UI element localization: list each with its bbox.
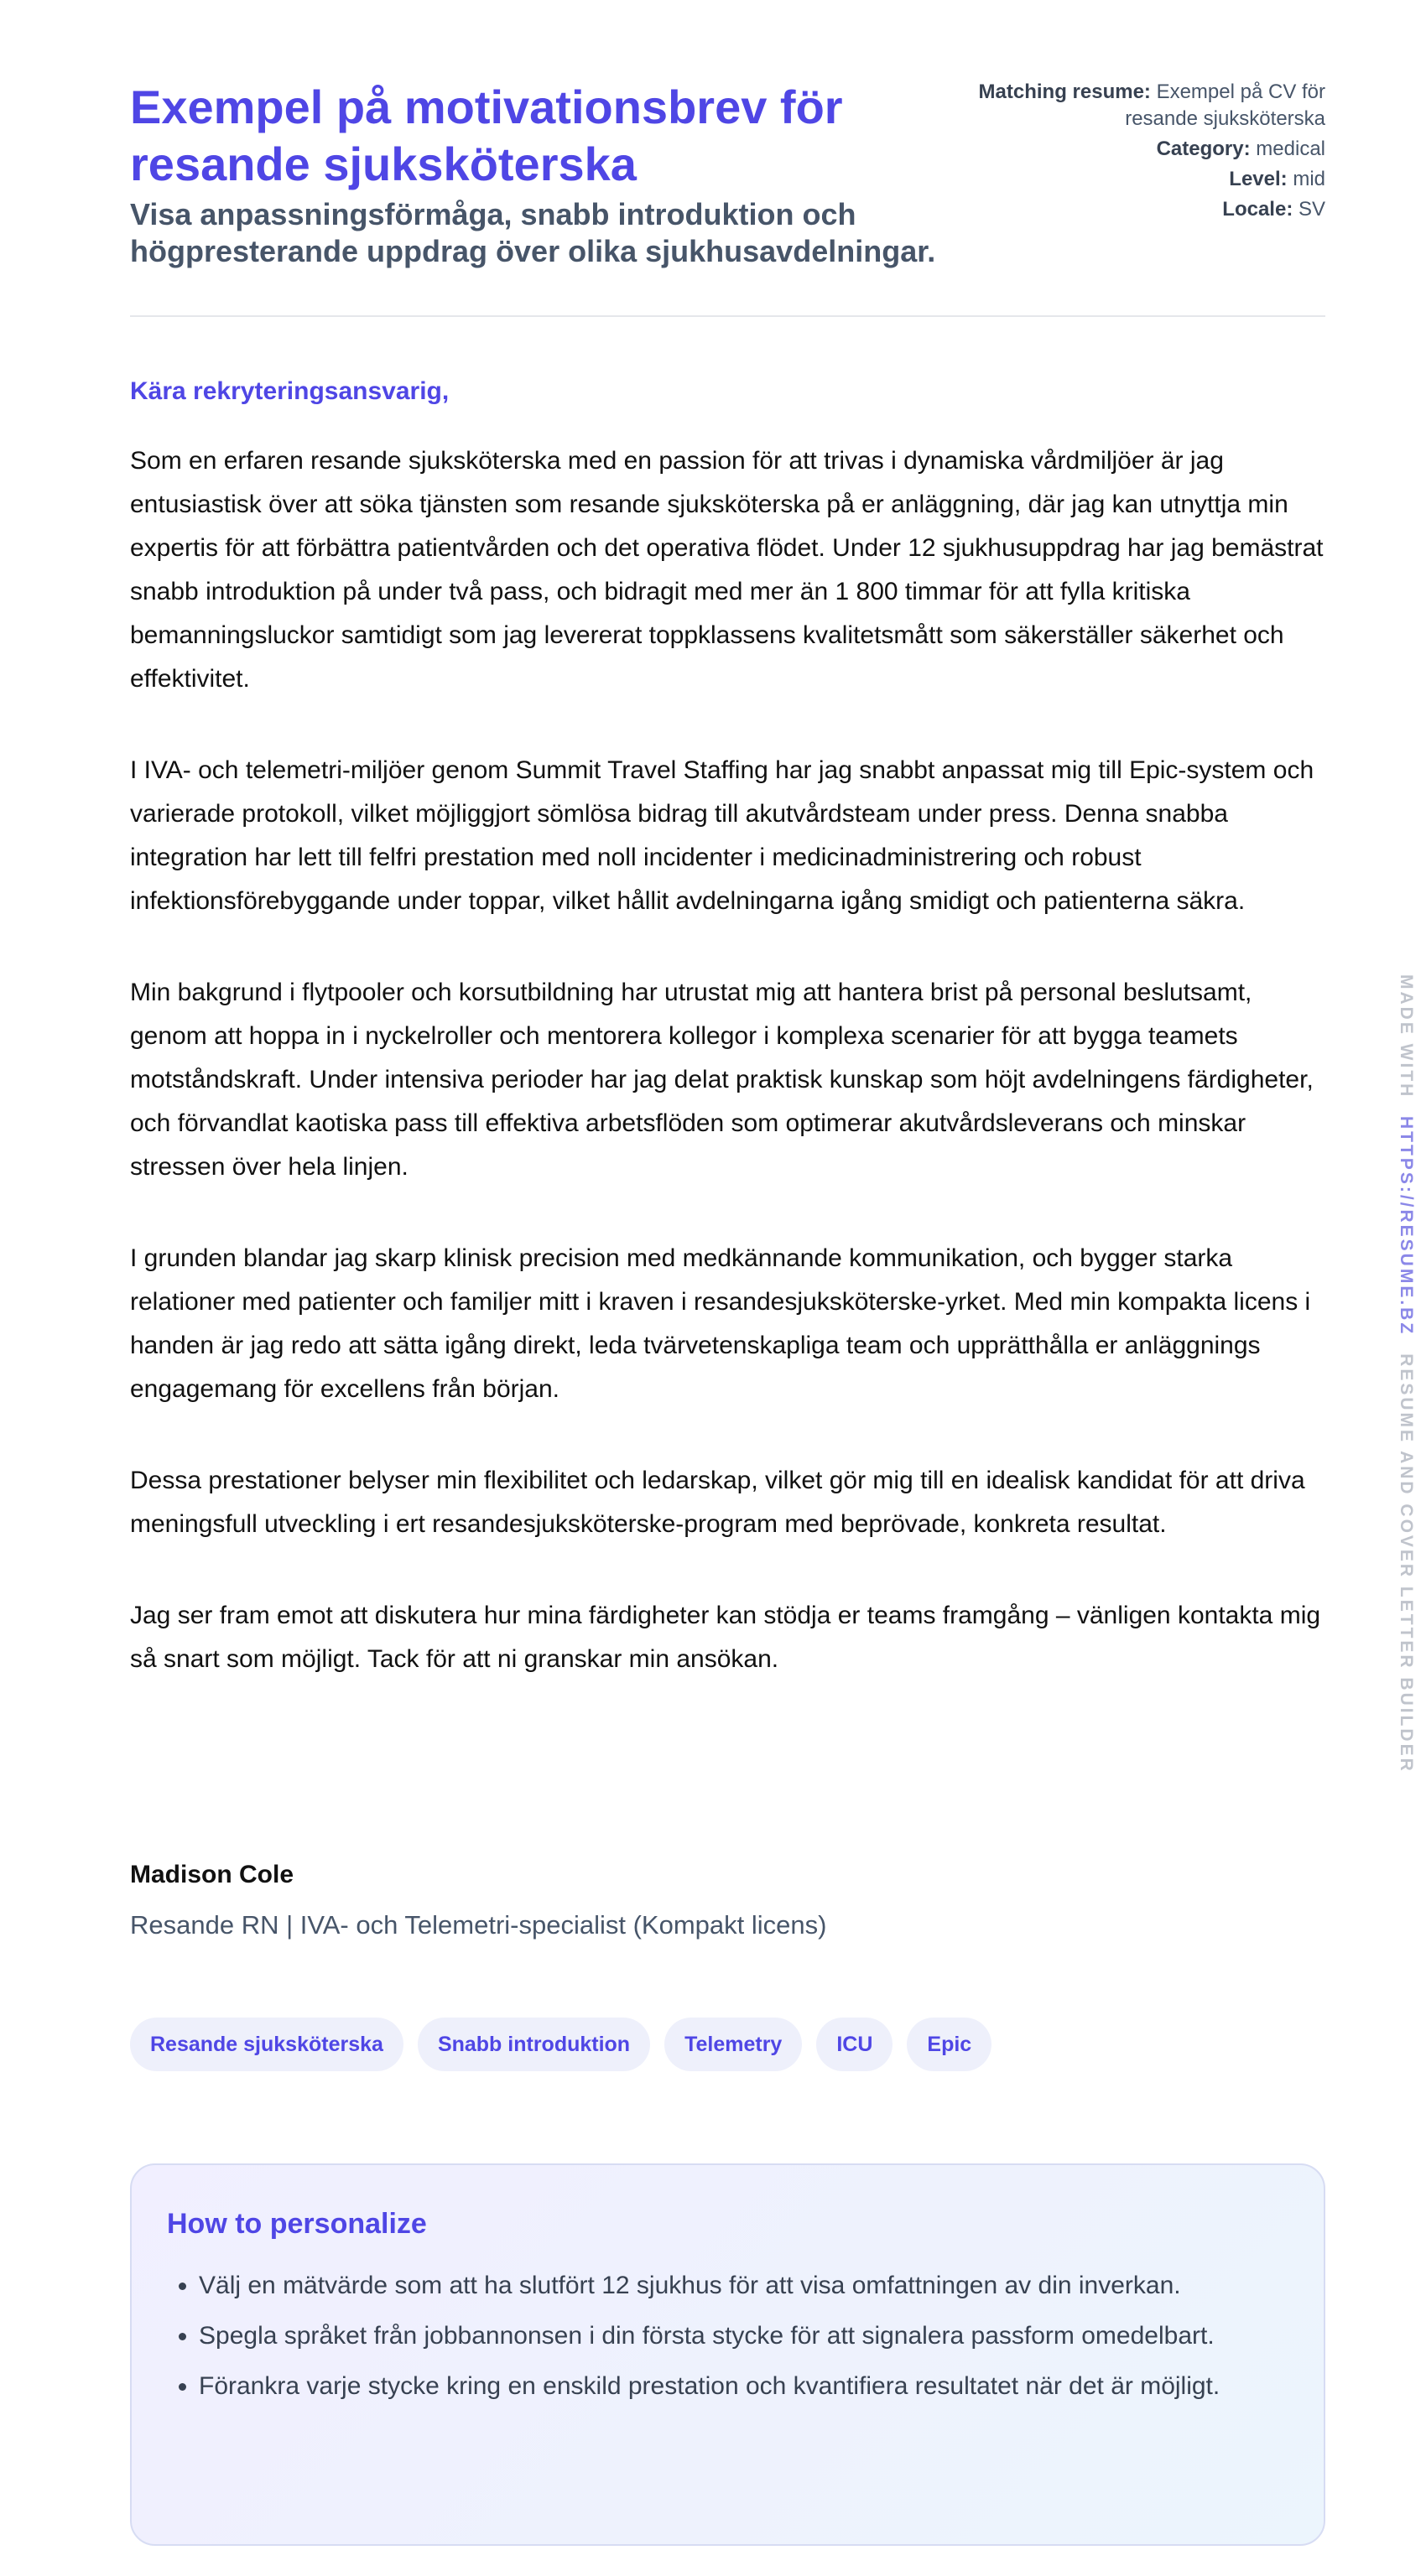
- meta-label: Category:: [1156, 138, 1251, 160]
- salutation: Kära rekryteringsansvarig,: [130, 377, 450, 405]
- meta-category: [973, 136, 1325, 163]
- meta-label: Level:: [1229, 168, 1288, 190]
- letter-paragraph: Dessa prestationer belyser min flexibilitet och ledarskap, vilket gör mig till en idealisk kandidat för att driva meningsfull utveckling i ert resandesjuksköterske-program med beprövade, konkreta resultat.: [130, 1467, 1305, 1538]
- tag-chip: Snabb introduktion: [418, 2018, 650, 2071]
- letter-paragraph: Min bakgrund i flytpooler och korsutbildning har utrustat mig att hantera brist på personal beslutsamt, genom att hoppa in i nyckelroller och mentorera kollegor i komplexa scenarier för att bygga teamets motståndskraft. Under intensiva perioder har jag delat praktisk kunskap som höjt avdelningens färdigheter, och förvandlat kaotiska pass till effektiva arbetsflöden som optimerar akutvårdsleverans och minskar stressen över hela linjen.: [130, 979, 1314, 1181]
- meta-level: [973, 166, 1325, 193]
- signature-title: Resande RN | IVA- och Telemetri-specialist (Kompakt licens): [130, 1910, 827, 1940]
- meta-panel: [973, 79, 1325, 226]
- signature-name: Madison Cole: [130, 1861, 294, 1888]
- watermark-prefix: MADE WITH: [1397, 974, 1416, 1099]
- watermark-link[interactable]: HTTPS://RESUME.BZ: [1397, 1116, 1416, 1337]
- watermark-suffix: RESUME AND COVER LETTER BUILDER: [1397, 1353, 1416, 1774]
- tag-chip: Telemetry: [664, 2018, 802, 2071]
- page-title: Exempel på motivationsbrev för resande sjuksköterska: [130, 80, 843, 190]
- tip-item: • Förankra varje stycke kring en enskild prestation och kvantifiera resultatet när det är möjligt.: [199, 2365, 1314, 2408]
- letter-paragraph: I IVA- och telemetri-miljöer genom Summit Travel Staffing har jag snabbt anpassat mig till Epic-system och varierade protokoll, vilket möjliggjort sömlösa bidrag till akutvårdsteam under press. Denna snabba integration har lett till felfri prestation med noll incidenter i medicinadministrering och robust infektionsförebyggande under toppar, vilket hållit avdelningarna igång smidigt och patienterna säkra.: [130, 756, 1314, 915]
- meta-label: Locale:: [1222, 198, 1293, 221]
- tips-title: How to personalize: [167, 2208, 427, 2240]
- meta-locale: [973, 196, 1325, 223]
- cover-letter-page: [130, 0, 1325, 2400]
- letter-paragraph: I grunden blandar jag skarp klinisk precision med medkännande kommunikation, och bygger starka relationer med patienter och familjer mitt i kraven i resandesjuksköterske-yrket. Med min kompakta licens i handen är jag redo att sätta igång direkt, leda tvärvetenskapliga team och upprätthålla er anläggnings engagemang för excellens från början.: [130, 1244, 1311, 1403]
- meta-matching-resume: [973, 79, 1325, 132]
- tip-item: • Spegla språket från jobbannonsen i din första stycke för att signalera passform omedelbart.: [199, 2314, 1314, 2358]
- tag-list: [130, 2018, 991, 2071]
- letter-paragraph: Som en erfaren resande sjuksköterska med en passion för att trivas i dynamiska vårdmiljöer är jag entusiastisk över att söka tjänsten som resande sjuksköterska på er anläggning, där jag kan utnyttja min expertis för att förbättra patientvården och det operativa flödet. Under 12 sjukhusuppdrag har jag bemästrat snabb introduktion på under två pass, och bidragit med mer än 1 800 timmar för att fylla kritiska bemanningsluckor samtidigt som jag levererat toppklassens kvalitetsmått som säkerställer säkerhet och effektivitet.: [130, 447, 1324, 693]
- tag-chip: ICU: [816, 2018, 893, 2071]
- personalize-tips-card: [130, 2163, 1325, 2546]
- made-with-watermark: [1396, 974, 1416, 1774]
- letter-paragraph: Jag ser fram emot att diskutera hur mina färdigheter kan stödja er teams framgång – vänligen kontakta mig så snart som möjligt. Tack för att ni granskar min ansökan.: [130, 1602, 1321, 1673]
- tag-chip: Resande sjuksköterska: [130, 2018, 403, 2071]
- page-subtitle: Visa anpassningsförmåga, snabb introduktion och högpresterande uppdrag över olika sjukhusavdelningar.: [130, 197, 936, 268]
- meta-value: SV: [1298, 198, 1325, 221]
- meta-label: Matching resume:: [978, 80, 1151, 103]
- tip-item: • Välj en mätvärde som att ha slutfört 12 sjukhus för att visa omfattningen av din inverkan.: [199, 2264, 1314, 2308]
- tag-chip: Epic: [907, 2018, 991, 2071]
- tips-list: [167, 2264, 1314, 2415]
- meta-value: mid: [1293, 168, 1325, 190]
- meta-value: medical: [1256, 138, 1325, 160]
- letter-header: [130, 0, 1325, 317]
- meta-value: Exempel på CV för resande sjuksköterska: [1125, 80, 1325, 130]
- letter-body: [130, 439, 1325, 1729]
